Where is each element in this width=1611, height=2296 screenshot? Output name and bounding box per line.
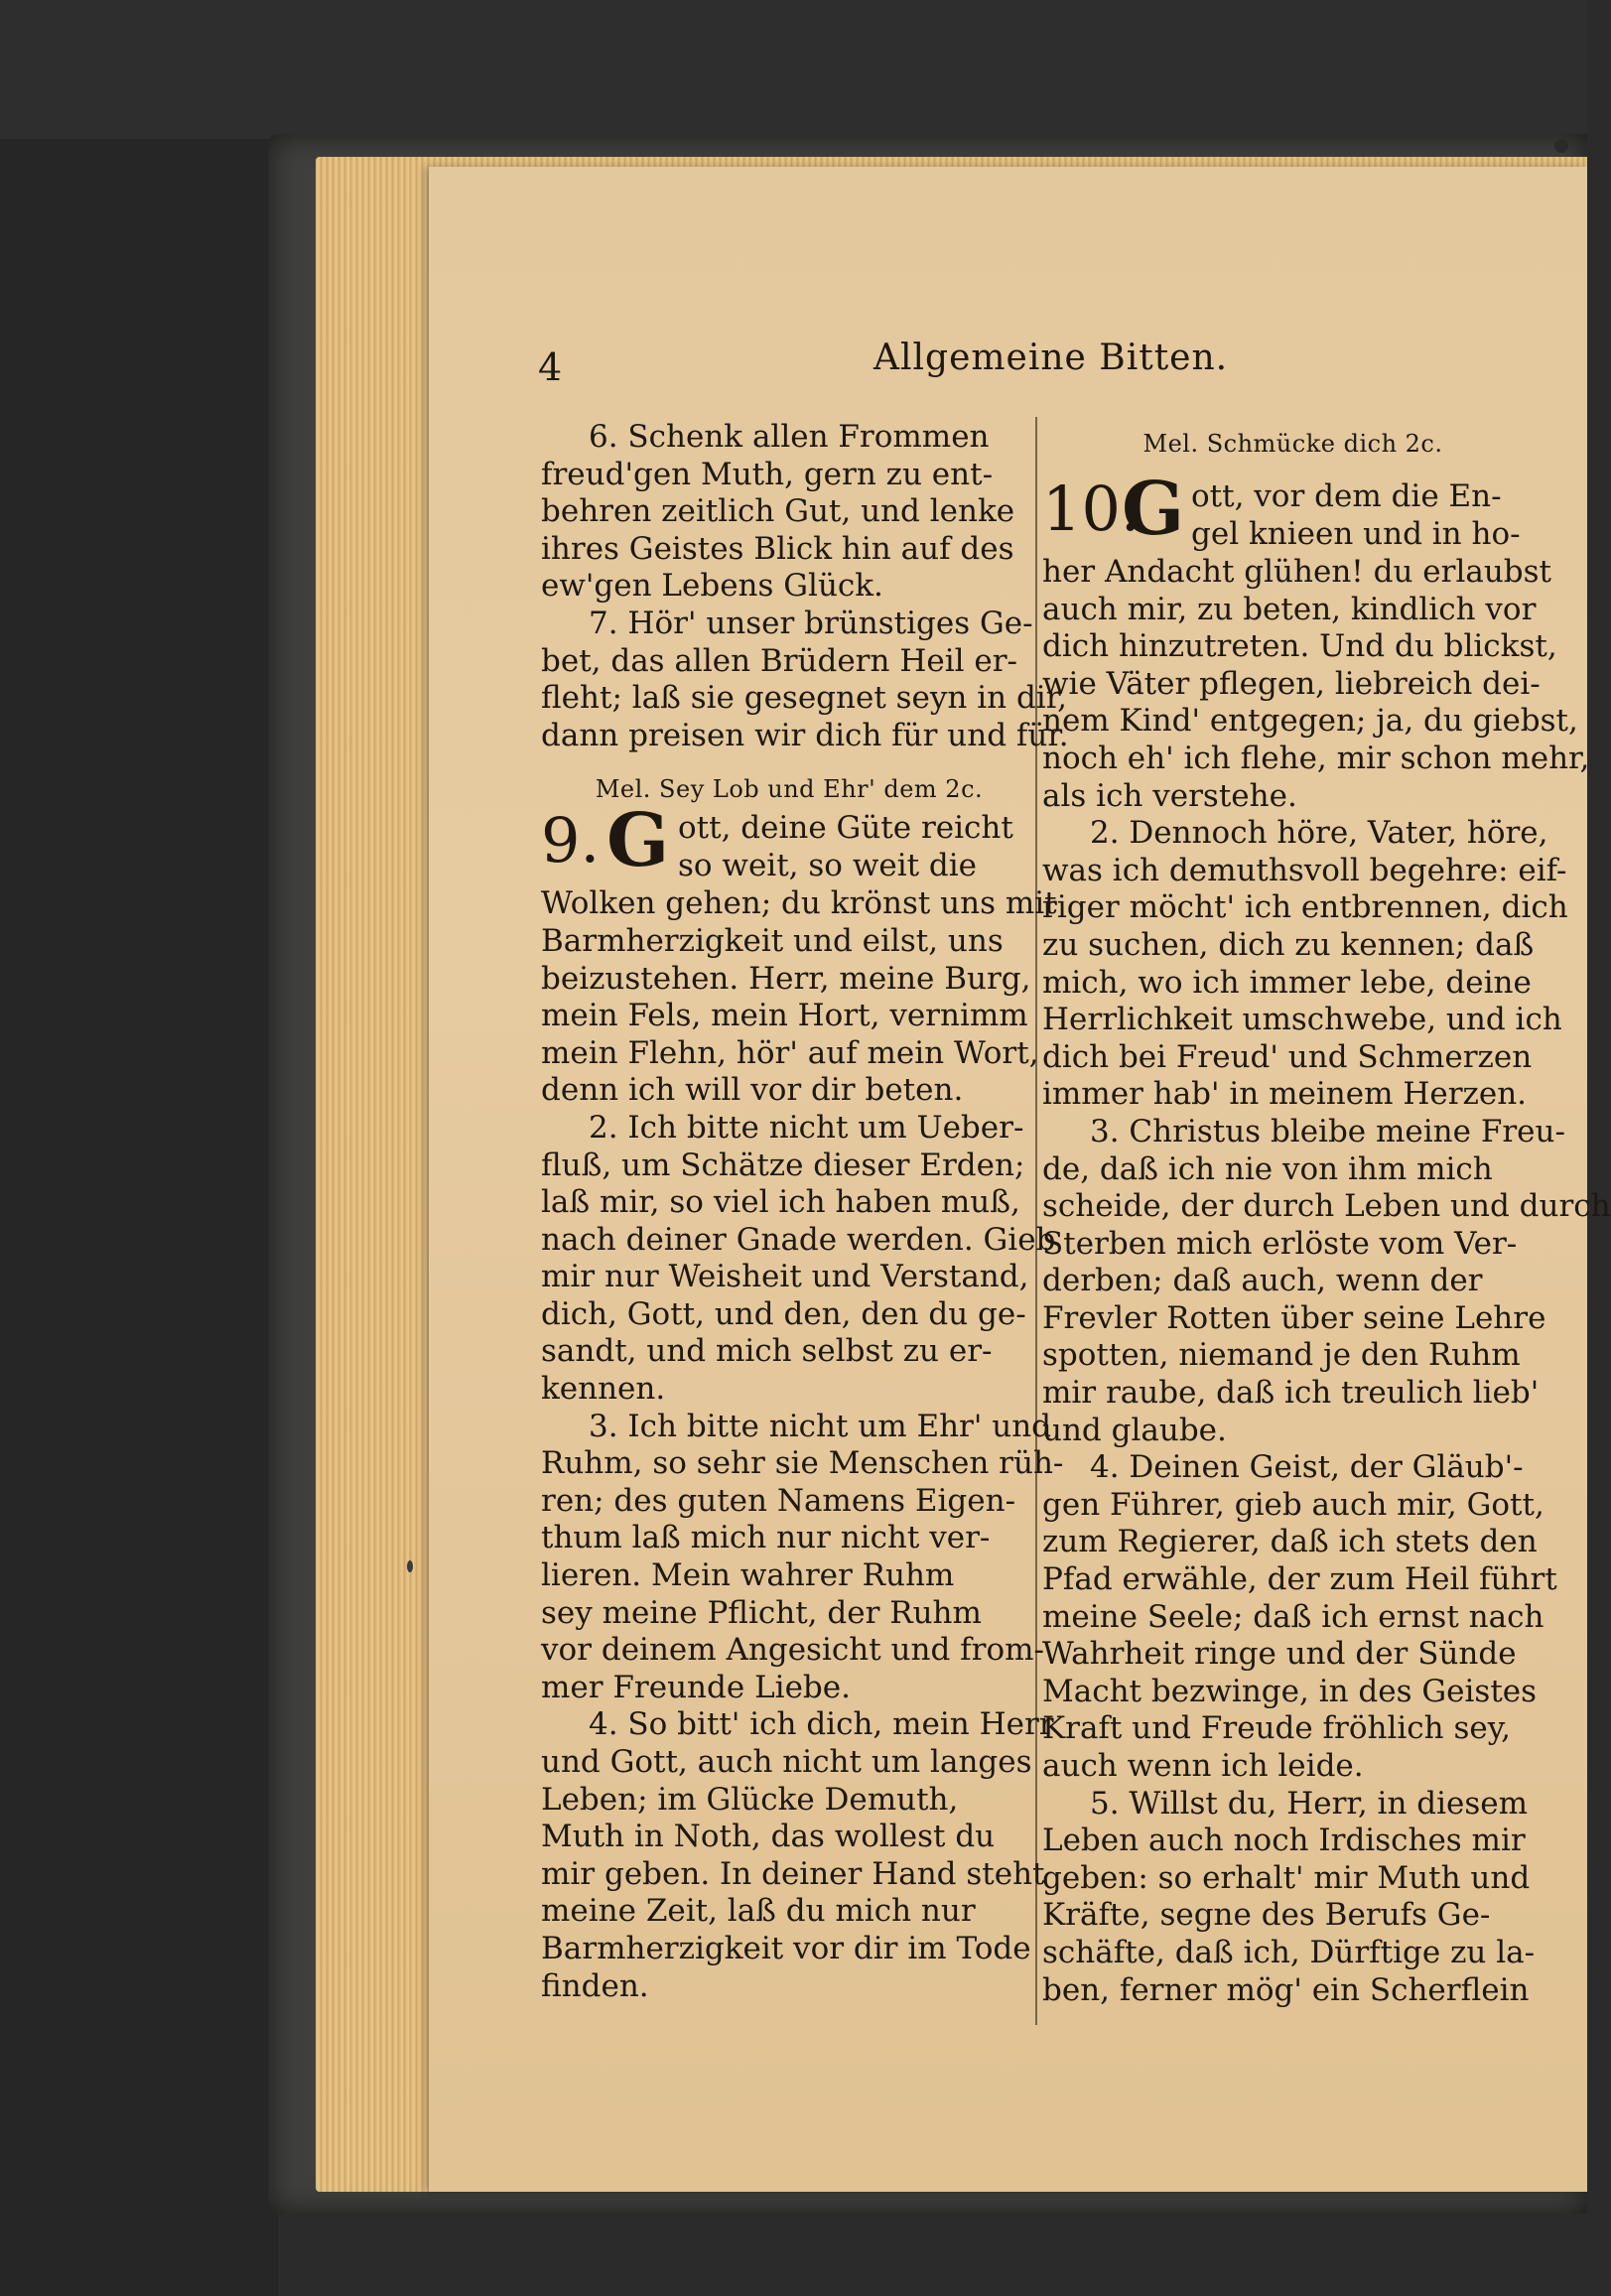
page-number: 4: [538, 345, 563, 389]
text-line: kennen.: [541, 1371, 666, 1408]
hymn-9-opening: [541, 798, 1037, 885]
text-line: bet, das allen Brüdern Heil er-: [541, 642, 1018, 679]
text-line: 2. Dennoch höre, Vater, höre,: [1090, 815, 1548, 852]
text-line: behren zeitlich Gut, und lenke: [541, 493, 1015, 530]
drop-cap: G: [1122, 467, 1185, 552]
text-line: noch eh' ich flehe, mir schon mehr,: [1042, 740, 1590, 776]
text-line: 2. Ich bitte nicht um Ueber-: [589, 1109, 1024, 1146]
text-line: 5. Willst du, Herr, in diesem: [1090, 1785, 1529, 1822]
drop-cap: G: [606, 798, 670, 884]
text-line: Barmherzigkeit vor dir im Tode: [541, 1930, 1031, 1966]
text-line: ben, ferner mög' ein Scherflein: [1042, 1971, 1530, 2008]
text-line: 3. Christus bleibe meine Freu-: [1090, 1113, 1565, 1149]
text-line: thum laß mich nur nicht ver-: [541, 1520, 991, 1556]
text-line: meine Seele; daß ich ernst nach: [1042, 1598, 1544, 1635]
text-line: Muth in Noth, das wollest du: [541, 1819, 996, 1855]
text-line: dich bei Freud' und Schmerzen: [1042, 1038, 1533, 1075]
text-line: laß mir, so viel ich haben muß,: [541, 1184, 1020, 1221]
background-top: [0, 0, 1587, 139]
text-line: ott, vor dem die En-: [1191, 478, 1502, 514]
text-line: her Andacht glühen! du erlaubst: [1042, 554, 1552, 590]
text-line: freud'gen Muth, gern zu ent-: [541, 456, 994, 492]
text-line: 4. So bitt' ich dich, mein Herr: [589, 1706, 1054, 1743]
text-line: immer hab' in meinem Herzen.: [1042, 1076, 1528, 1113]
text-line: lieren. Mein wahrer Ruhm: [541, 1557, 955, 1594]
text-line: 4. Deinen Geist, der Gläub'-: [1090, 1449, 1524, 1486]
text-line: Leben auch noch Irdisches mir: [1042, 1823, 1526, 1859]
cover-spot: [1554, 139, 1568, 153]
text-line: und Gott, auch nicht um langes: [541, 1744, 1032, 1780]
text-line: auch wenn ich leide.: [1042, 1748, 1364, 1784]
running-head: Allgemeine Bitten.: [873, 338, 1229, 378]
hymn-10-opening: [1042, 467, 1544, 554]
background-left: [0, 0, 278, 2296]
text-line: dich hinzutreten. Und du blickst,: [1042, 628, 1557, 665]
text-line: Pfad erwähle, der zum Heil führt: [1042, 1561, 1557, 1598]
text-line: als ich verstehe.: [1042, 777, 1297, 814]
text-line: Herrlichkeit umschwebe, und ich: [1042, 1002, 1562, 1038]
left-column: [541, 419, 1069, 2005]
text-line: so weit, so weit die: [678, 847, 978, 883]
text-line: mein Flehn, hör' auf mein Wort,: [541, 1034, 1039, 1071]
cover-spot: [407, 1560, 413, 1572]
text-line: was ich demuthsvoll begehre: eif-: [1042, 852, 1567, 888]
text-line: scheide, der durch Leben und durch: [1042, 1188, 1611, 1225]
text-line: Wolken gehen; du krönst uns mit: [541, 885, 1057, 922]
text-line: wie Väter pflegen, liebreich dei-: [1042, 665, 1541, 702]
text-line: Barmherzigkeit und eilst, uns: [541, 922, 1004, 959]
text-line: zu suchen, dich zu kennen; daß: [1042, 926, 1535, 963]
text-line: derben; daß auch, wenn der: [1042, 1263, 1483, 1299]
text-line: 3. Ich bitte nicht um Ehr' und: [589, 1408, 1052, 1444]
text-line: schäfte, daß ich, Dürftige zu la-: [1042, 1934, 1536, 1970]
text-line: nem Kind' entgegen; ja, du giebst,: [1042, 703, 1578, 740]
text-line: dann preisen wir dich für und für.: [541, 717, 1069, 753]
text-line: meine Zeit, laß du mich nur: [541, 1893, 976, 1930]
text-line: mir raube, daß ich treulich lieb': [1042, 1375, 1540, 1412]
text-line: mir nur Weisheit und Verstand,: [541, 1259, 1029, 1295]
text-line: dich, Gott, und den, den du ge-: [541, 1295, 1026, 1332]
text-line: mir geben. In deiner Hand steht: [541, 1855, 1045, 1892]
text-line: mein Fels, mein Hort, vernimm: [541, 998, 1028, 1034]
text-line: fluß, um Schätze dieser Erden;: [541, 1147, 1025, 1183]
text-line: ren; des guten Namens Eigen-: [541, 1482, 1016, 1519]
text-line: geben: so erhalt' mir Muth und: [1042, 1859, 1531, 1896]
text-line: Wahrheit ringe und der Sünde: [1042, 1636, 1517, 1673]
text-line: sey meine Pflicht, der Ruhm: [541, 1594, 982, 1631]
text-line: nach deiner Gnade werden. Gieb: [541, 1221, 1056, 1258]
melody-heading: Mel. Schmücke dich 2c.: [1142, 430, 1443, 458]
text-line: riger möcht' ich entbrennen, dich: [1042, 889, 1568, 926]
text-line: vor deinem Angesicht und from-: [541, 1632, 1044, 1669]
text-line: beizustehen. Herr, meine Burg,: [541, 960, 1031, 997]
text-line: und glaube.: [1042, 1412, 1227, 1448]
text-line: Ruhm, so sehr sie Menschen rüh-: [541, 1445, 1064, 1482]
text-line: ew'gen Lebens Glück.: [541, 568, 883, 605]
text-line: zum Regierer, daß ich stets den: [1042, 1524, 1538, 1560]
text-line: Leben; im Glücke Demuth,: [541, 1781, 959, 1818]
text-line: ott, deine Güte reicht: [678, 810, 1013, 847]
text-line: Frevler Rotten über seine Lehre: [1042, 1299, 1546, 1336]
text-line: mich, wo ich immer lebe, deine: [1042, 964, 1532, 1001]
text-line: Kraft und Freude fröhlich sey,: [1042, 1710, 1511, 1747]
right-column: [1042, 419, 1611, 2009]
text-line: fleht; laß sie gesegnet seyn in dir,: [541, 680, 1067, 717]
hymn-number: 9.: [541, 804, 601, 878]
text-line: Macht bezwinge, in des Geistes: [1042, 1673, 1538, 1709]
text-line: 7. Hör' unser brünstiges Ge-: [589, 605, 1033, 641]
text-line: denn ich will vor dir beten.: [541, 1072, 964, 1109]
melody-heading: Mel. Sey Lob und Ehr' dem 2c.: [595, 775, 984, 804]
hymn-number: 10.: [1042, 473, 1141, 545]
text-line: gen Führer, gieb auch mir, Gott,: [1042, 1486, 1544, 1523]
text-line: spotten, niemand je den Ruhm: [1042, 1337, 1521, 1374]
text-line: ihres Geistes Blick hin auf des: [541, 530, 1014, 567]
text-line: 6. Schenk allen Frommen: [589, 419, 990, 455]
text-line: sandt, und mich selbst zu er-: [541, 1333, 993, 1370]
text-line: Kräfte, segne des Berufs Ge-: [1042, 1897, 1491, 1934]
text-line: mer Freunde Liebe.: [541, 1669, 851, 1705]
text-line: auch mir, zu beten, kindlich vor: [1042, 591, 1537, 627]
text-line: de, daß ich nie von ihm mich: [1042, 1150, 1493, 1187]
text-line: gel knieen und in ho-: [1191, 515, 1521, 552]
text-line: finden.: [541, 1967, 649, 2004]
text-line: Sterben mich erlöste vom Ver-: [1042, 1225, 1518, 1262]
